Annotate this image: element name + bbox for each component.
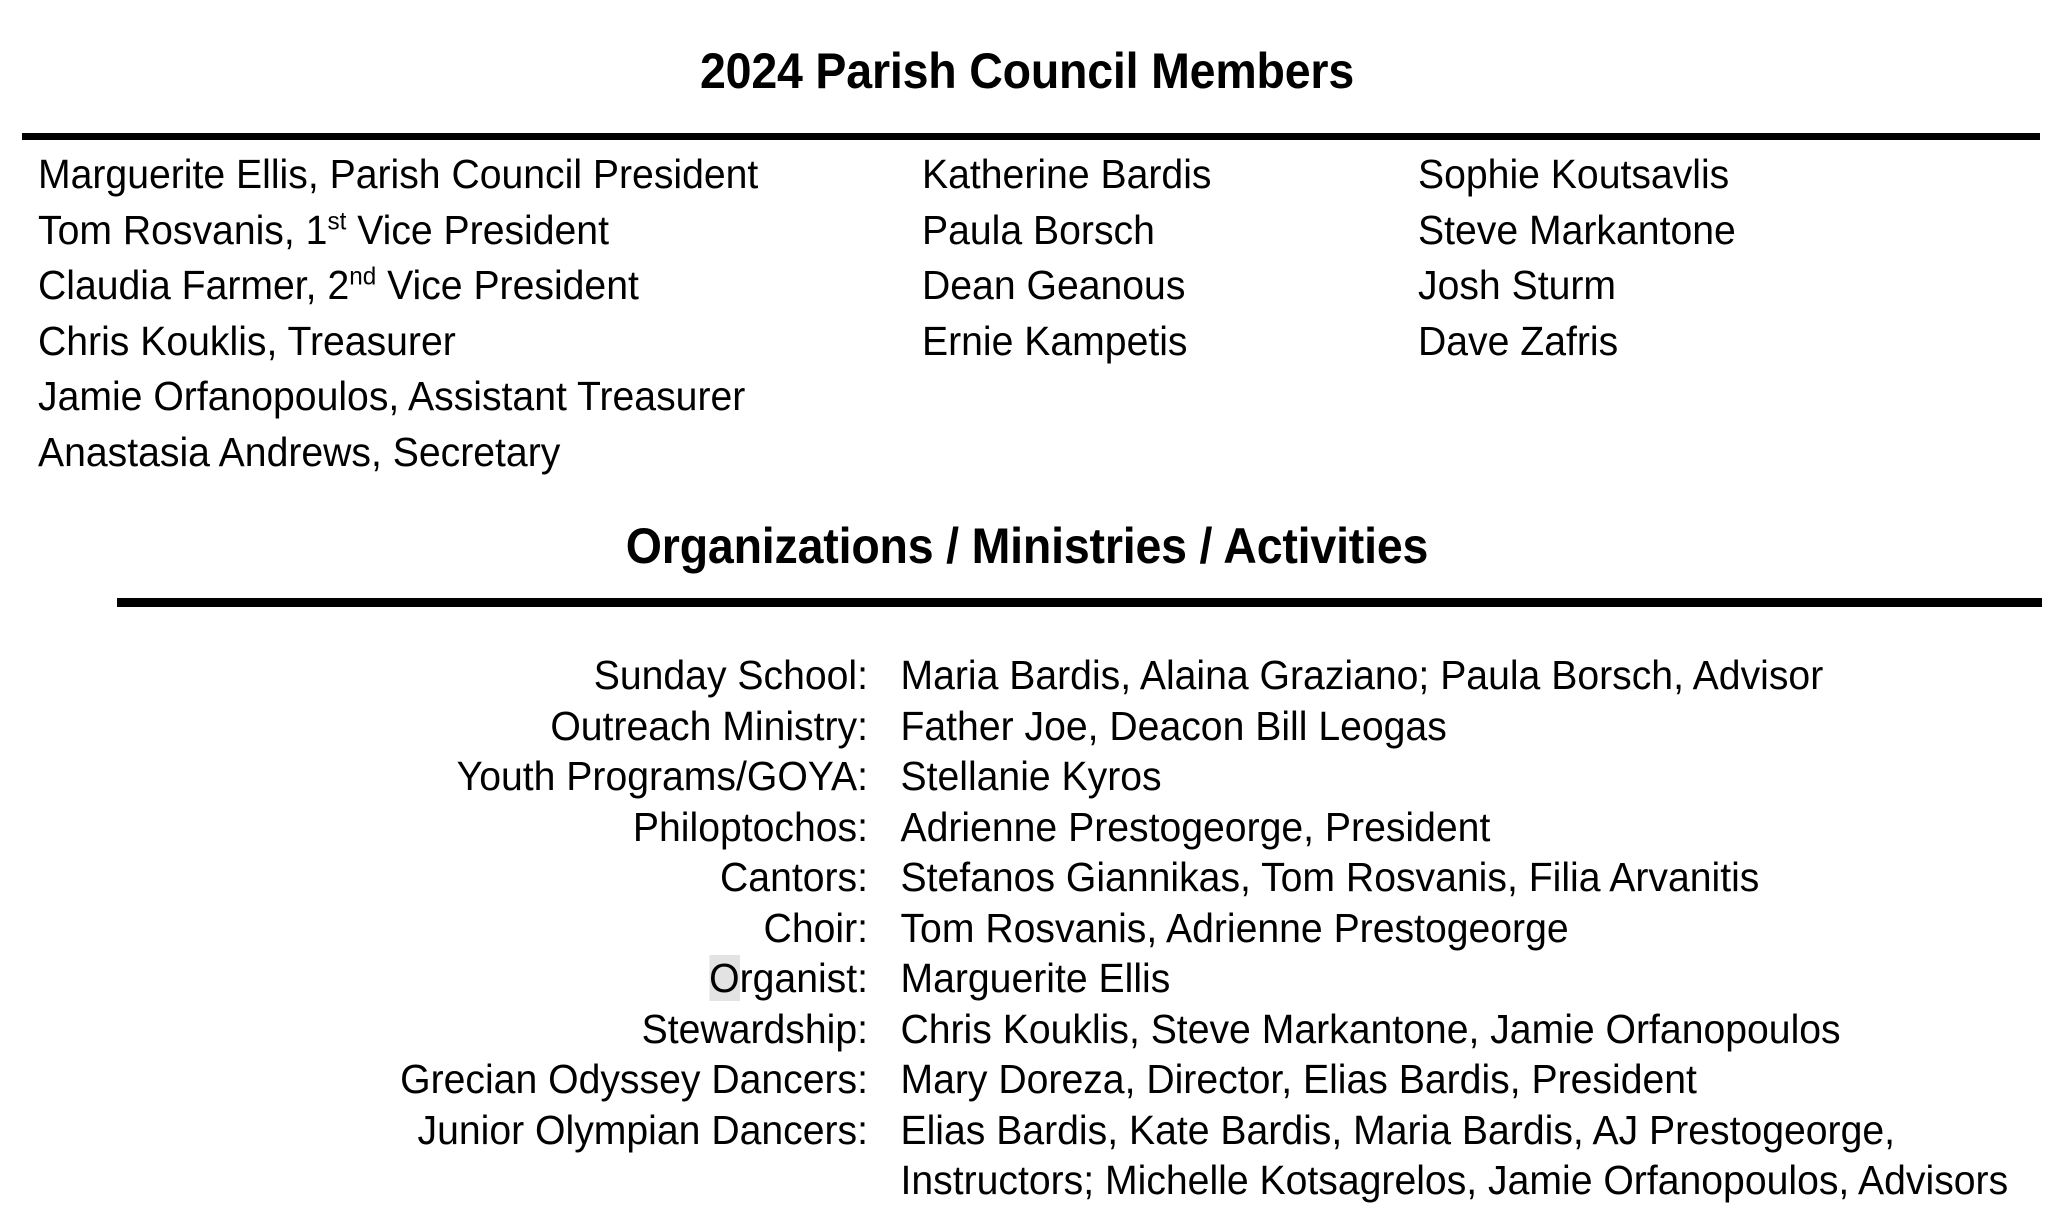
council-member-name: Dean Geanous: [922, 262, 1186, 308]
ministry-label: Choir:: [763, 904, 868, 951]
ministry-value: Father Joe, Deacon Bill Leogas: [900, 702, 1447, 749]
officer-name: Claudia Farmer: [38, 262, 306, 308]
ministry-label: Junior Olympian Dancers:: [417, 1106, 868, 1153]
section-title: Organizations / Ministries / Activities: [625, 518, 1429, 574]
council-member-name: Sophie Koutsavlis: [1418, 151, 1730, 197]
ministry-value: Adrienne Prestogeorge, President: [900, 803, 1491, 850]
ministry-label-text: rganist:: [739, 955, 868, 1001]
organizations-list: [0, 650, 2054, 1206]
council-member-name: Steve Markantone: [1418, 206, 1736, 253]
ministry-label: Sunday School:: [593, 652, 868, 698]
page-title: 2024 Parish Council Members: [700, 43, 1354, 99]
ministry-value: Elias Bardis, Kate Bardis, Maria Bardis, AJ Prestogeorge,: [900, 1106, 1896, 1153]
officer-separator: ,: [305, 262, 328, 308]
council-officer-line: [38, 258, 758, 314]
council-members-right-column: [1418, 147, 1751, 369]
council-title-container: [0, 43, 2054, 99]
ministry-row: [0, 701, 2054, 752]
organizations-divider-rule: [117, 598, 2042, 607]
council-member-name: Katherine Bardis: [922, 151, 1212, 197]
ministry-row: [0, 650, 2054, 701]
ministry-value: Tom Rosvanis, Adrienne Prestogeorge: [900, 904, 1569, 951]
officer-name: Tom Rosvanis: [38, 206, 284, 253]
ministry-label: Outreach Ministry:: [550, 702, 868, 749]
ministry-label: Grecian Odyssey Dancers:: [400, 1056, 868, 1102]
council-officers-column: [38, 147, 792, 480]
ministry-value: Stellanie Kyros: [900, 753, 1162, 799]
ministry-row: [0, 751, 2054, 802]
ministry-value: Chris Kouklis, Steve Markantone, Jamie Orfanopoulos: [900, 1005, 1841, 1052]
council-member-name: Paula Borsch: [922, 206, 1155, 253]
council-member-name: Josh Sturm: [1418, 262, 1617, 308]
ministry-row: [0, 852, 2054, 903]
ministry-value: Marguerite Ellis: [900, 955, 1171, 1001]
council-officer-line: Marguerite Ellis, Parish Council President: [38, 151, 759, 197]
ministry-row: [0, 802, 2054, 853]
council-divider-rule: [22, 133, 2040, 140]
ministry-value: Maria Bardis, Alaina Graziano; Paula Borsch, Advisor: [900, 652, 1824, 698]
ministry-value: Mary Doreza, Director, Elias Bardis, President: [900, 1056, 1697, 1102]
ministry-row: [0, 903, 2054, 954]
council-member-name: Ernie Kampetis: [922, 317, 1188, 364]
council-members-middle-column: [922, 147, 1225, 369]
ministry-label: Stewardship:: [641, 1005, 868, 1052]
ministry-label: Cantors:: [720, 854, 868, 900]
officer-ordinal: 1: [305, 206, 328, 253]
council-officer-line: [38, 203, 758, 259]
ministry-label: Philoptochos:: [632, 803, 868, 850]
organizations-title-container: [0, 518, 2054, 574]
ministry-label: Youth Programs/GOYA:: [456, 753, 868, 799]
ministry-row-continuation: [0, 1155, 2054, 1206]
council-officer-line: Anastasia Andrews, Secretary: [38, 428, 561, 475]
council-members-list: [0, 147, 2054, 477]
ministry-row: [0, 1054, 2054, 1105]
officer-ordinal-suffix: nd: [349, 262, 377, 291]
ministry-row: [0, 1004, 2054, 1055]
council-member-name: Dave Zafris: [1418, 317, 1619, 364]
council-officer-line: Chris Kouklis, Treasurer: [38, 317, 456, 364]
officer-ordinal-suffix: st: [327, 206, 347, 235]
text-selection-highlight: O: [709, 955, 740, 1001]
officer-ordinal: 2: [327, 262, 350, 308]
ministry-label-organist: [39, 953, 868, 1004]
ministry-row: [0, 1105, 2054, 1156]
officer-role-tail: Vice President: [376, 262, 639, 308]
officer-role-tail: Vice President: [346, 206, 609, 253]
ministry-value: Stefanos Giannikas, Tom Rosvanis, Filia Arvanitis: [900, 854, 1760, 900]
council-officer-line: Jamie Orfanopoulos, Assistant Treasurer: [38, 373, 746, 419]
ministry-value-continuation: Instructors; Michelle Kotsagrelos, Jamie Orfanopoulos, Advisors: [900, 1157, 2009, 1203]
officer-separator: ,: [283, 206, 306, 253]
ministry-row-organist: [0, 953, 2054, 1004]
